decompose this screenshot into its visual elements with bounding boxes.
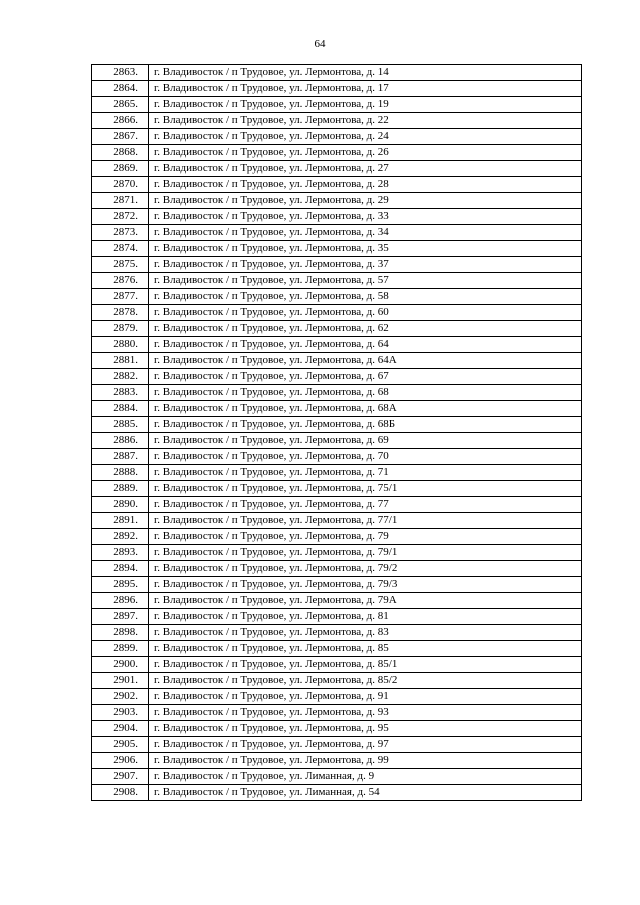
row-number: 2864. — [92, 81, 149, 97]
table-row — [92, 465, 582, 481]
table-row — [92, 401, 582, 417]
table-row — [92, 513, 582, 529]
row-number: 2870. — [92, 177, 149, 193]
table-row — [92, 257, 582, 273]
row-address: г. Владивосток / п Трудовое, ул. Лермонтова, д. 85 — [149, 641, 582, 657]
row-address: г. Владивосток / п Трудовое, ул. Лермонтова, д. 85/2 — [149, 673, 582, 689]
row-number: 2885. — [92, 417, 149, 433]
table-row — [92, 321, 582, 337]
row-number: 2875. — [92, 257, 149, 273]
row-number: 2863. — [92, 65, 149, 81]
row-number: 2902. — [92, 689, 149, 705]
row-address: г. Владивосток / п Трудовое, ул. Лермонтова, д. 62 — [149, 321, 582, 337]
row-number: 2895. — [92, 577, 149, 593]
row-address: г. Владивосток / п Трудовое, ул. Лермонтова, д. 75/1 — [149, 481, 582, 497]
row-address: г. Владивосток / п Трудовое, ул. Лермонтова, д. 35 — [149, 241, 582, 257]
row-number: 2891. — [92, 513, 149, 529]
table-row — [92, 353, 582, 369]
row-number: 2883. — [92, 385, 149, 401]
row-address: г. Владивосток / п Трудовое, ул. Лермонтова, д. 93 — [149, 705, 582, 721]
table-row — [92, 241, 582, 257]
table-row — [92, 625, 582, 641]
row-address: г. Владивосток / п Трудовое, ул. Лермонтова, д. 14 — [149, 65, 582, 81]
row-address: г. Владивосток / п Трудовое, ул. Лермонтова, д. 85/1 — [149, 657, 582, 673]
row-address: г. Владивосток / п Трудовое, ул. Лермонтова, д. 17 — [149, 81, 582, 97]
table-row — [92, 129, 582, 145]
row-number: 2894. — [92, 561, 149, 577]
row-number: 2896. — [92, 593, 149, 609]
row-number: 2907. — [92, 769, 149, 785]
table-row — [92, 305, 582, 321]
row-number: 2869. — [92, 161, 149, 177]
page-number: 64 — [314, 38, 326, 50]
table-row — [92, 689, 582, 705]
table-row — [92, 385, 582, 401]
row-number: 2880. — [92, 337, 149, 353]
row-address: г. Владивосток / п Трудовое, ул. Лермонтова, д. 64А — [149, 353, 582, 369]
row-number: 2868. — [92, 145, 149, 161]
row-address: г. Владивосток / п Трудовое, ул. Лермонтова, д. 77 — [149, 497, 582, 513]
table-row — [92, 497, 582, 513]
table-row — [92, 561, 582, 577]
row-number: 2867. — [92, 129, 149, 145]
row-number: 2890. — [92, 497, 149, 513]
table-row — [92, 209, 582, 225]
row-number: 2871. — [92, 193, 149, 209]
row-address: г. Владивосток / п Трудовое, ул. Лермонтова, д. 79/1 — [149, 545, 582, 561]
row-number: 2901. — [92, 673, 149, 689]
row-number: 2892. — [92, 529, 149, 545]
row-number: 2908. — [92, 785, 149, 801]
row-address: г. Владивосток / п Трудовое, ул. Лермонтова, д. 58 — [149, 289, 582, 305]
table-row — [92, 769, 582, 785]
row-address: г. Владивосток / п Трудовое, ул. Лермонтова, д. 79/2 — [149, 561, 582, 577]
row-address: г. Владивосток / п Трудовое, ул. Лиманная, д. 54 — [149, 785, 582, 801]
table-row — [92, 337, 582, 353]
row-address: г. Владивосток / п Трудовое, ул. Лермонтова, д. 79/3 — [149, 577, 582, 593]
row-number: 2884. — [92, 401, 149, 417]
table-row — [92, 65, 582, 81]
row-number: 2886. — [92, 433, 149, 449]
row-address: г. Владивосток / п Трудовое, ул. Лермонтова, д. 37 — [149, 257, 582, 273]
table-row — [92, 721, 582, 737]
row-address: г. Владивосток / п Трудовое, ул. Лермонтова, д. 33 — [149, 209, 582, 225]
row-address: г. Владивосток / п Трудовое, ул. Лермонтова, д. 83 — [149, 625, 582, 641]
table-row — [92, 145, 582, 161]
table-row — [92, 289, 582, 305]
table-row — [92, 193, 582, 209]
table-row — [92, 273, 582, 289]
row-address: г. Владивосток / п Трудовое, ул. Лермонтова, д. 97 — [149, 737, 582, 753]
row-address: г. Владивосток / п Трудовое, ул. Лермонтова, д. 81 — [149, 609, 582, 625]
row-number: 2865. — [92, 97, 149, 113]
row-number: 2888. — [92, 465, 149, 481]
row-number: 2877. — [92, 289, 149, 305]
row-address: г. Владивосток / п Трудовое, ул. Лермонтова, д. 69 — [149, 433, 582, 449]
table-row — [92, 753, 582, 769]
row-number: 2903. — [92, 705, 149, 721]
table-row — [92, 225, 582, 241]
table-row — [92, 433, 582, 449]
table-row — [92, 657, 582, 673]
row-address: г. Владивосток / п Трудовое, ул. Лермонтова, д. 71 — [149, 465, 582, 481]
row-address: г. Владивосток / п Трудовое, ул. Лермонтова, д. 91 — [149, 689, 582, 705]
row-address: г. Владивосток / п Трудовое, ул. Лермонтова, д. 95 — [149, 721, 582, 737]
row-address: г. Владивосток / п Трудовое, ул. Лермонтова, д. 70 — [149, 449, 582, 465]
row-address: г. Владивосток / п Трудовое, ул. Лермонтова, д. 77/1 — [149, 513, 582, 529]
table-row — [92, 113, 582, 129]
row-number: 2874. — [92, 241, 149, 257]
table-row — [92, 641, 582, 657]
row-address: г. Владивосток / п Трудовое, ул. Лермонтова, д. 68Б — [149, 417, 582, 433]
row-address: г. Владивосток / п Трудовое, ул. Лермонтова, д. 68 — [149, 385, 582, 401]
row-number: 2900. — [92, 657, 149, 673]
address-table-body — [92, 65, 582, 801]
row-address: г. Владивосток / п Трудовое, ул. Лермонтова, д. 79А — [149, 593, 582, 609]
row-address: г. Владивосток / п Трудовое, ул. Лермонтова, д. 60 — [149, 305, 582, 321]
row-number: 2879. — [92, 321, 149, 337]
row-number: 2872. — [92, 209, 149, 225]
table-row — [92, 481, 582, 497]
table-row — [92, 705, 582, 721]
row-number: 2878. — [92, 305, 149, 321]
row-address: г. Владивосток / п Трудовое, ул. Лермонтова, д. 79 — [149, 529, 582, 545]
row-address: г. Владивосток / п Трудовое, ул. Лермонтова, д. 64 — [149, 337, 582, 353]
row-address: г. Владивосток / п Трудовое, ул. Лермонтова, д. 19 — [149, 97, 582, 113]
table-row — [92, 593, 582, 609]
table-row — [92, 785, 582, 801]
table-row — [92, 673, 582, 689]
row-address: г. Владивосток / п Трудовое, ул. Лиманная, д. 9 — [149, 769, 582, 785]
table-row — [92, 449, 582, 465]
table-row — [92, 529, 582, 545]
row-address: г. Владивосток / п Трудовое, ул. Лермонтова, д. 22 — [149, 113, 582, 129]
row-number: 2898. — [92, 625, 149, 641]
table-row — [92, 369, 582, 385]
table-row — [92, 97, 582, 113]
row-number: 2881. — [92, 353, 149, 369]
table-row — [92, 737, 582, 753]
row-address: г. Владивосток / п Трудовое, ул. Лермонтова, д. 68А — [149, 401, 582, 417]
table-row — [92, 417, 582, 433]
row-address: г. Владивосток / п Трудовое, ул. Лермонтова, д. 34 — [149, 225, 582, 241]
row-address: г. Владивосток / п Трудовое, ул. Лермонтова, д. 67 — [149, 369, 582, 385]
row-number: 2899. — [92, 641, 149, 657]
table-row — [92, 161, 582, 177]
row-number: 2904. — [92, 721, 149, 737]
row-number: 2905. — [92, 737, 149, 753]
row-address: г. Владивосток / п Трудовое, ул. Лермонтова, д. 28 — [149, 177, 582, 193]
row-address: г. Владивосток / п Трудовое, ул. Лермонтова, д. 26 — [149, 145, 582, 161]
address-table — [91, 64, 582, 801]
table-row — [92, 81, 582, 97]
row-number: 2887. — [92, 449, 149, 465]
row-address: г. Владивосток / п Трудовое, ул. Лермонтова, д. 24 — [149, 129, 582, 145]
row-address: г. Владивосток / п Трудовое, ул. Лермонтова, д. 29 — [149, 193, 582, 209]
row-number: 2897. — [92, 609, 149, 625]
table-row — [92, 577, 582, 593]
row-address: г. Владивосток / п Трудовое, ул. Лермонтова, д. 57 — [149, 273, 582, 289]
row-number: 2906. — [92, 753, 149, 769]
row-number: 2866. — [92, 113, 149, 129]
table-row — [92, 545, 582, 561]
row-number: 2889. — [92, 481, 149, 497]
row-address: г. Владивосток / п Трудовое, ул. Лермонтова, д. 27 — [149, 161, 582, 177]
row-number: 2876. — [92, 273, 149, 289]
row-number: 2893. — [92, 545, 149, 561]
row-number: 2873. — [92, 225, 149, 241]
table-row — [92, 609, 582, 625]
row-address: г. Владивосток / п Трудовое, ул. Лермонтова, д. 99 — [149, 753, 582, 769]
table-row — [92, 177, 582, 193]
row-number: 2882. — [92, 369, 149, 385]
